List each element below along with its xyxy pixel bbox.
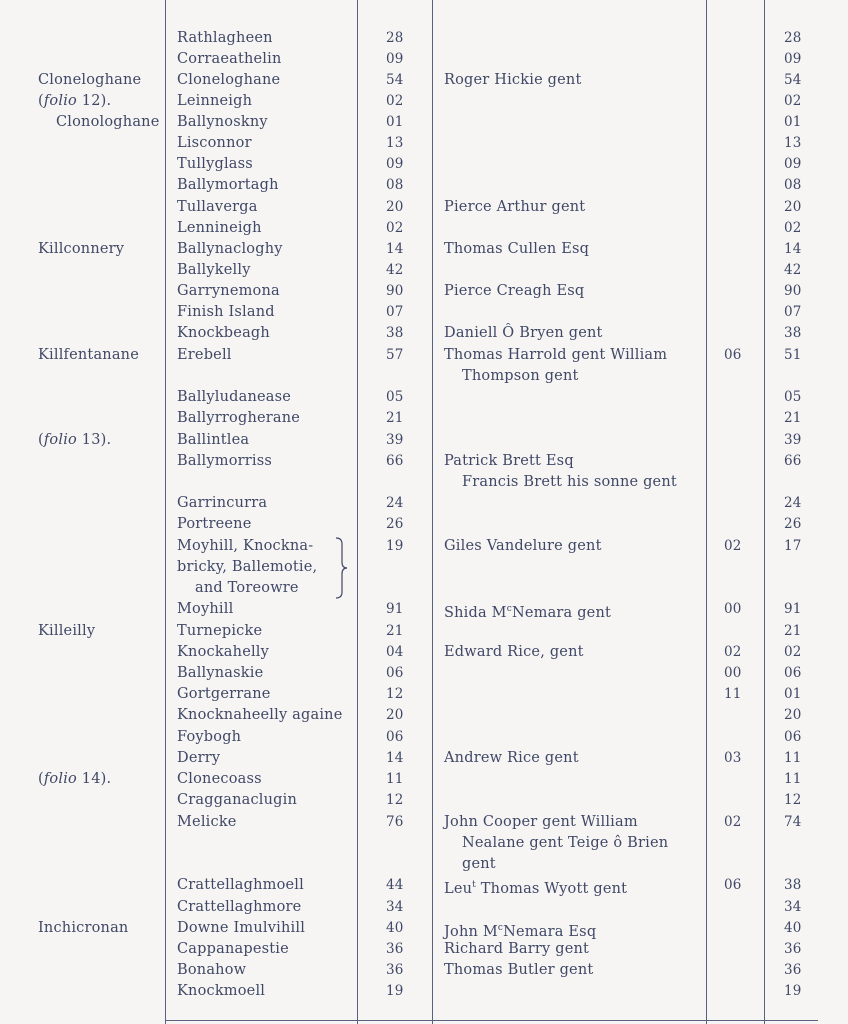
- total-value: 11: [784, 750, 802, 766]
- acres-value: 05: [386, 389, 404, 405]
- proprietor-name: Edward Rice, gent: [444, 644, 584, 660]
- proprietor-name: Leu$^t$ Thomas Wyott gent: [444, 880, 628, 897]
- place-name: Knockahelly: [177, 644, 270, 660]
- place-name: Crattellaghmore: [177, 899, 302, 915]
- total-value: 20: [784, 707, 802, 723]
- acres-value: 14: [386, 241, 404, 257]
- acres-value: 26: [386, 516, 404, 532]
- acres-value: 40: [386, 920, 404, 936]
- total-value: 21: [784, 623, 802, 639]
- acres-value: 54: [386, 72, 404, 88]
- total-value: 54: [784, 72, 802, 88]
- place-name: Lennineigh: [177, 220, 262, 236]
- total-value: 21: [784, 410, 802, 426]
- place-name: Foybogh: [177, 729, 242, 745]
- total-value: 66: [784, 453, 802, 469]
- acres-value: 24: [386, 495, 404, 511]
- proprietor-name: Patrick Brett Esq: [444, 453, 574, 469]
- place-name: Leinneigh: [177, 93, 253, 109]
- place-name: Crattellaghmoell: [177, 877, 304, 893]
- unprofitable-value: 11: [724, 686, 742, 702]
- acres-value: 13: [386, 135, 404, 151]
- acres-value: 36: [386, 941, 404, 957]
- proprietor-name: Pierce Creagh Esq: [444, 283, 585, 299]
- acres-value: 01: [386, 114, 404, 130]
- total-value: 14: [784, 241, 802, 257]
- place-name: Melicke: [177, 814, 237, 830]
- place-name: Cragganaclugin: [177, 792, 298, 808]
- proprietor-name: Roger Hickie gent: [444, 72, 582, 88]
- acres-value: 91: [386, 601, 404, 617]
- place-name: Ballyludanease: [177, 389, 292, 405]
- barony-label: Killconnery: [38, 241, 125, 257]
- acres-value: 42: [386, 262, 404, 278]
- place-name: Turnepicke: [177, 623, 263, 639]
- acres-value: 02: [386, 220, 404, 236]
- unprofitable-value: 02: [724, 814, 742, 830]
- acres-value: 08: [386, 177, 404, 193]
- place-name: Ballymorriss: [177, 453, 273, 469]
- unprofitable-value: 03: [724, 750, 742, 766]
- unprofitable-value: 00: [724, 665, 742, 681]
- acres-value: 11: [386, 771, 404, 787]
- acres-value: 06: [386, 729, 404, 745]
- acres-value: 20: [386, 707, 404, 723]
- total-value: 20: [784, 199, 802, 215]
- acres-value: 57: [386, 347, 404, 363]
- total-value: 42: [784, 262, 802, 278]
- total-value: 02: [784, 220, 802, 236]
- acres-value: 20: [386, 199, 404, 215]
- total-value: 36: [784, 962, 802, 978]
- acres-value: 34: [386, 899, 404, 915]
- place-name: Corraeathelin: [177, 51, 282, 67]
- proprietor-name: Daniell Ô Bryen gent: [444, 325, 603, 341]
- place-name: Cappanapestie: [177, 941, 289, 957]
- acres-value: 38: [386, 325, 404, 341]
- proprietor-name: gent: [462, 856, 496, 872]
- acres-value: 76: [386, 814, 404, 830]
- unprofitable-value: 06: [724, 877, 742, 893]
- place-name: Ballykelly: [177, 262, 251, 278]
- proprietor-name: John $M^cNemara$ Esq: [444, 923, 597, 940]
- proprietor-name: John Cooper gent William: [444, 814, 638, 830]
- acres-value: 21: [386, 623, 404, 639]
- unprofitable-value: 00: [724, 601, 742, 617]
- place-name: Bonahow: [177, 962, 247, 978]
- total-value: 06: [784, 665, 802, 681]
- column-rule-unprofitable: [706, 0, 707, 1024]
- place-name: Portreene: [177, 516, 252, 532]
- barony-label: Killeilly: [38, 623, 96, 639]
- total-value: 09: [784, 51, 802, 67]
- acres-value: 04: [386, 644, 404, 660]
- total-value: 91: [784, 601, 802, 617]
- acres-value: 14: [386, 750, 404, 766]
- proprietor-name: Thomas Harrold gent William: [444, 347, 668, 363]
- barony-label: (folio 12).: [38, 93, 112, 109]
- place-name: Ballynacloghy: [177, 241, 283, 257]
- total-value: 07: [784, 304, 802, 320]
- barony-label: Cloneloghane: [38, 72, 142, 88]
- total-value: 08: [784, 177, 802, 193]
- total-value: 36: [784, 941, 802, 957]
- place-name: Knocknaheelly againe: [177, 707, 343, 723]
- barony-label: (folio 13).: [38, 432, 112, 448]
- place-name: Gortgerrane: [177, 686, 271, 702]
- place-name: Knockbeagh: [177, 325, 270, 341]
- bottom-rule: [165, 1020, 818, 1021]
- proprietor-name: Thompson gent: [462, 368, 579, 384]
- total-value: 74: [784, 814, 802, 830]
- acres-value: 66: [386, 453, 404, 469]
- total-value: 34: [784, 899, 802, 915]
- total-value: 24: [784, 495, 802, 511]
- total-value: 13: [784, 135, 802, 151]
- place-name: Ballymortagh: [177, 177, 279, 193]
- acres-value: 06: [386, 665, 404, 681]
- total-value: 12: [784, 792, 802, 808]
- place-name: Lisconnor: [177, 135, 252, 151]
- total-value: 38: [784, 877, 802, 893]
- place-name: Downe Imulvihill: [177, 920, 306, 936]
- place-name: Cloneloghane: [177, 72, 281, 88]
- proprietor-name: Pierce Arthur gent: [444, 199, 586, 215]
- place-name: Erebell: [177, 347, 232, 363]
- proprietor-name: Thomas Cullen Esq: [444, 241, 590, 257]
- acres-value: 90: [386, 283, 404, 299]
- place-name: Clonecoass: [177, 771, 262, 787]
- total-value: 90: [784, 283, 802, 299]
- right-brace-icon: [334, 536, 348, 600]
- place-name: Garrynemona: [177, 283, 280, 299]
- place-name: Moyhill, Knockna-: [177, 538, 314, 554]
- place-name: Moyhill: [177, 601, 234, 617]
- total-value: 40: [784, 920, 802, 936]
- acres-value: 12: [386, 792, 404, 808]
- total-value: 38: [784, 325, 802, 341]
- place-name: Tullaverga: [177, 199, 258, 215]
- place-name: Rathlagheen: [177, 30, 273, 46]
- place-name: Knockmoell: [177, 983, 266, 999]
- barony-label: Clonologhane: [56, 114, 160, 130]
- barony-label: (folio 14).: [38, 771, 112, 787]
- place-name: Tullyglass: [177, 156, 253, 172]
- barony-label: Inchicronan: [38, 920, 129, 936]
- total-value: 01: [784, 114, 802, 130]
- place-name: Ballynoskny: [177, 114, 268, 130]
- acres-value: 02: [386, 93, 404, 109]
- acres-value: 39: [386, 432, 404, 448]
- total-value: 02: [784, 93, 802, 109]
- acres-value: 07: [386, 304, 404, 320]
- total-value: 28: [784, 30, 802, 46]
- total-value: 17: [784, 538, 802, 554]
- place-name: and Toreowre: [195, 580, 299, 596]
- unprofitable-value: 02: [724, 538, 742, 554]
- total-value: 11: [784, 771, 802, 787]
- column-rule-left: [165, 0, 166, 1024]
- total-value: 01: [784, 686, 802, 702]
- place-name: Derry: [177, 750, 221, 766]
- place-name: Garrincurra: [177, 495, 268, 511]
- place-name: Ballyrrogherane: [177, 410, 301, 426]
- column-rule-proprietor: [432, 0, 433, 1024]
- total-value: 02: [784, 644, 802, 660]
- acres-value: 28: [386, 30, 404, 46]
- acres-value: 21: [386, 410, 404, 426]
- proprietor-name: Shida $M^cNemara$ gent: [444, 604, 612, 621]
- proprietor-name: Giles Vandelure gent: [444, 538, 602, 554]
- column-rule-total: [764, 0, 765, 1024]
- total-value: 05: [784, 389, 802, 405]
- place-name: bricky, Ballemotie,: [177, 559, 318, 575]
- column-rule-acres: [357, 0, 358, 1024]
- total-value: 19: [784, 983, 802, 999]
- unprofitable-value: 06: [724, 347, 742, 363]
- barony-label: Killfentanane: [38, 347, 140, 363]
- proprietor-name: Richard Barry gent: [444, 941, 590, 957]
- proprietor-name: Thomas Butler gent: [444, 962, 594, 978]
- acres-value: 44: [386, 877, 404, 893]
- acres-value: 09: [386, 156, 404, 172]
- total-value: 06: [784, 729, 802, 745]
- acres-value: 36: [386, 962, 404, 978]
- total-value: 26: [784, 516, 802, 532]
- place-name: Ballynaskie: [177, 665, 264, 681]
- total-value: 51: [784, 347, 802, 363]
- acres-value: 19: [386, 538, 404, 554]
- place-name: Ballintlea: [177, 432, 250, 448]
- place-name: Finish Island: [177, 304, 275, 320]
- acres-value: 19: [386, 983, 404, 999]
- acres-value: 12: [386, 686, 404, 702]
- proprietor-name: Andrew Rice gent: [444, 750, 579, 766]
- proprietor-name: Nealane gent Teige ô Brien: [462, 835, 669, 851]
- total-value: 09: [784, 156, 802, 172]
- total-value: 39: [784, 432, 802, 448]
- acres-value: 09: [386, 51, 404, 67]
- unprofitable-value: 02: [724, 644, 742, 660]
- proprietor-name: Francis Brett his sonne gent: [462, 474, 677, 490]
